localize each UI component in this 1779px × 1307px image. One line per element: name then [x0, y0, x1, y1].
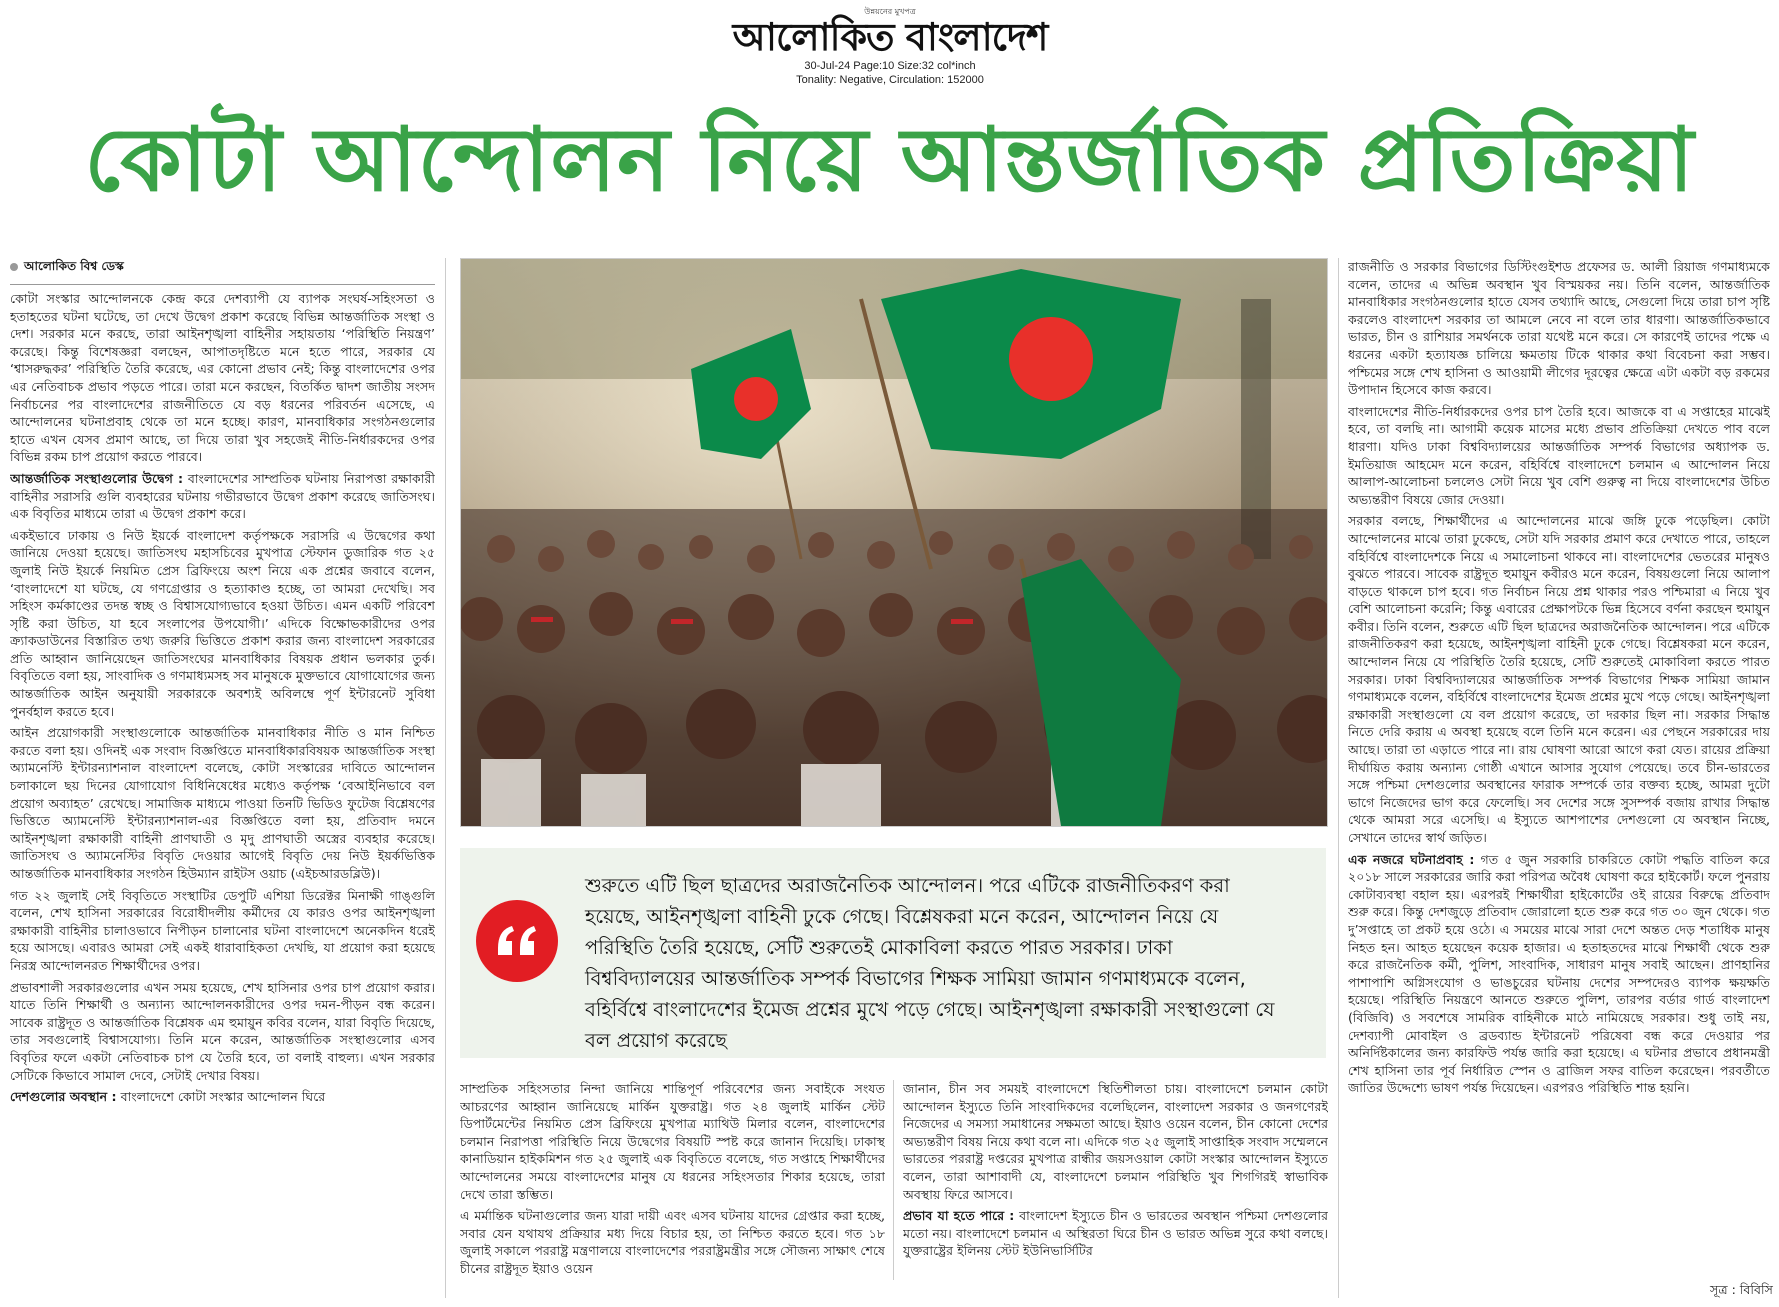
paragraph: প্রভাব যা হতে পারে : বাংলাদেশ ইস্যুতে চীন ও ভারতের অবস্থান পশ্চিমা দেশগুলোর মতো নয়। বাংলাদেশে চলমান এ অস্থিরতা ঘিরে চীন ও ভারত অভিন্ন সুরে কথা বলছে। যুক্তরাষ্ট্রের ইলিনয় স্টেট ইউনিভার্সিটির: [903, 1208, 1328, 1259]
paragraph: এ মর্মান্তিক ঘটনাগুলোর জন্য যারা দায়ী এবং এসব ঘটনায় যাদের গ্রেপ্তার করা হচ্ছে, সবার যেন যথাযথ প্রক্রিয়ার মধ্য দিয়ে বিচার হয়, তা নিশ্চিত করতে হবে। গত ১৮ জুলাই সকালে পররাষ্ট্র মন্ত্রণালয়ে বাংলাদেশের পররাষ্ট্রমন্ত্রীর সঙ্গে সৌজন্য সাক্ষাৎ শেষে চীনের রাষ্ট্রদূত ইয়াও ওয়েন: [460, 1208, 885, 1276]
protest-photo: [460, 258, 1328, 827]
paragraph: একইভাবে ঢাকায় ও নিউ ইয়র্কে বাংলাদেশ কর্তৃপক্ষকে সরাসরি এ উদ্বেগের কথা জানিয়ে দেওয়া হয়েছে। জাতিসংঘ মহাসচিবের মুখপাত্র স্টেফান ডুজারিক গত ২৫ জুলাই নিউ ইয়র্কে নিয়মিত প্রেস ব্রিফিংয়ে অংশ নিয়ে এক প্রশ্নের জবাবে বলেন, ‘বাংলাদেশে যা ঘটছে, যে গণগ্রেপ্তার ও হত্যাকাণ্ড হচ্ছে, তা আমরা দেখেছি। সব সহিংস কর্মকাণ্ডের তদন্ত স্বচ্ছ ও বিশ্বাসযোগ্যভাবে হওয়া উচিত। এমন একটি পরিবেশ সৃষ্টি করা উচিত, যা হবে সংলাপের উপযোগী।’ এদিকে বিক্ষোভকারীদের ওপর ক্র্যাকডাউনের বিস্তারিত তথ্য জরুরি ভিত্তিতে প্রকাশ করার জন্য বাংলাদেশ সরকারের প্রতি আহ্বান জানিয়েছেন জাতিসংঘের মানবাধিকার বিষয়ক প্রধান ভলকার তুর্ক। বিবৃতিতে বলা হয়, সাংবাদিক ও গণমাধ্যমসহ সব মানুষকে মুক্তভাবে যোগাযোগের জন্য আন্তর্জাতিক আইন অনুযায়ী সরকারকে অবশ্যই অবিলম্বে পূর্ণ ইন্টারনেট সুবিধা পুনর্বহাল করতে হবে।: [10, 527, 435, 719]
pull-quote-text: শুরুতে এটি ছিল ছাত্রদের অরাজনৈতিক আন্দোলন। পরে এটিকে রাজনীতিকরণ করা হয়েছে, আইনশৃঙ্খলা বাহিনী ঢুকে গেছে। বিশ্লেষকরা মনে করেন, আন্দোলন নিয়ে যে পরিস্থিতি তৈরি হয়েছে, সেটি শুরুতেই মোকাবিলা করতে পারত সরকার। ঢাকা বিশ্ববিদ্যালয়ের আন্তর্জাতিক সম্পর্ক বিভাগের শিক্ষক সামিয়া জামান গণমাধ্যমকে বলেন, বহির্বিশ্বে বাংলাদেশের ইমেজ প্রশ্নের মুখে পড়ে গেছে। আইনশৃঙ্খলা রক্ষাকারী সংস্থাগুলো যে বল প্রয়োগ করেছে: [585, 874, 1275, 1052]
paragraph: সরকার বলছে, শিক্ষার্থীদের এ আন্দোলনের মাঝে জঙ্গি ঢুকে পড়েছিল। কোটা আন্দোলনের মাঝে তারা ঢুকেছে, সেটা যদি সরকার প্রমাণ করে দেখাতে পারে, তাহলে বহির্বিশ্বে বাংলাদেশকে নিয়ে এ সমালোচনা থাকবে না। বাংলাদেশের ভেতরের মানুষও বুঝতে পারবে। সাবেক রাষ্ট্রদূত হুমায়ুন কবীরও মনে করেন, বিষয়গুলো নিয়ে আলাপ বাড়তে থাকলে চাপ হবে। গত নির্বাচন নিয়ে প্রশ্ন থাকার পরও পশ্চিমারা এ নিয়ে খুব বেশি আলোচনা করেনি; কিন্তু এবারের প্রেক্ষাপটকে ভিন্ন হিসেবে বর্ণনা করছেন হুমায়ুন কবীর। তিনি বলেন, শুরুতে এটি ছিল ছাত্রদের অরাজনৈতিক আন্দোলন। পরে এটিকে রাজনীতিকরণ করা হয়েছে, আইনশৃঙ্খলা বাহিনী ঢুকে গেছে। বিশ্লেষকরা মনে করেন, আন্দোলন নিয়ে যে পরিস্থিতি তৈরি হয়েছে, সেটি শুরুতেই মোকাবিলা করতে পারত সরকার। ঢাকা বিশ্ববিদ্যালয়ের আন্তর্জাতিক সম্পর্ক বিভাগের শিক্ষক সামিয়া জামান গণমাধ্যমকে বলেন, বহির্বিশ্বে বাংলাদেশের ইমেজ প্রশ্নের মুখে পড়ে গেছে। আইনশৃঙ্খলা রক্ষাকারী সংস্থাগুলো যে বল প্রয়োগ করেছে, তা দরকার ছিল না। সরকার সিদ্ধান্ত নিতে দেরি করায় এ অবস্থা হয়েছে বলে তিনি মনে করেন। এর পেছনে সরকারের দায় আছে। তারা তা এড়াতে পারে না। রায় ঘোষণা আরো আগে করা যেত। রায়ের প্রক্রিয়া দীর্ঘায়িত করায় অন্যান্য গোষ্ঠী এখানে আসার সুযোগ পেয়েছে। তবে চীন-ভারতের সঙ্গে পশ্চিমা দেশগুলোর অবস্থানের ফারাক সম্পর্কে তার বক্তব্য হচ্ছে, আমরা দুটো ভাগে নিজেদের ভাগ করে ফেলেছি। সব দেশের সঙ্গে সুসম্পর্ক বজায় রাখার সিদ্ধান্ত থেকে আমরা সরে এসেছি। এ ইস্যুতে আশপাশের দেশগুলো যে অবস্থান নিচ্ছে, সেখানে তাদের স্বার্থ জড়িত।: [1348, 513, 1770, 845]
paragraph: কোটা সংস্কার আন্দোলনকে কেন্দ্র করে দেশব্যাপী যে ব্যাপক সংঘর্ষ-সহিংসতা ও হতাহতের ঘটনা ঘটেছে, তা দেখে উদ্বেগ প্রকাশ করেছে বিভিন্ন আন্তর্জাতিক সংস্থা ও দেশ। সরকার মনে করছে, তারা আইনশৃঙ্খলা বাহিনীর সহায়তায় ‘পরিস্থিতি নিয়ন্ত্রণ’ করেছে। কিন্তু বিশেষজ্ঞরা বলছেন, আপাতদৃষ্টিতে মনে হতে পারে, সরকার যে ‘শ্বাসরুদ্ধকর’ পরিস্থিতি তৈরি করেছে, এর কোনো প্রভাব নেই; কিন্তু বাংলাদেশের ওপর এর নেতিবাচক প্রভাব পড়তে পারে। তারা মনে করছেন, বিতর্কিত দ্বাদশ জাতীয় সংসদ নির্বাচনের পর বাংলাদেশের রাজনীতিতে যে বড় ধরনের পরিবর্তন এসেছে, এ আন্দোলনের ঘটনাপ্রবাহ থেকে তা মনে হচ্ছে। কারণ, মানবাধিকার সংগঠনগুলোর হাতে এখন যেসব প্রমাণ আছে, তা দিয়ে তারা খুব সহজেই নীতি-নির্ধারকদের ওপর বিভিন্ন রকম চাপ প্রয়োগ করতে পারবে।: [10, 291, 435, 465]
paragraph: আন্তর্জাতিক সংস্থাগুলোর উদ্বেগ : বাংলাদেশের সাম্প্রতিক ঘটনায় নিরাপত্তা রক্ষাকারী বাহিনীর সরাসরি গুলি ব্যবহারের ঘটনায় গভীরভাবে উদ্বেগ প্রকাশ করেছে জাতিসংঘ। এক বিবৃতির মাধ্যমে তারা এ উদ্বেগ প্রকাশ করে।: [10, 470, 435, 522]
page-headline: কোটা আন্দোলন নিয়ে আন্তর্জাতিক প্রতিক্রিয়া: [84, 108, 1695, 211]
paragraph: জানান, চীন সব সময়ই বাংলাদেশে স্থিতিশীলতা চায়। বাংলাদেশে চলমান কোটা আন্দোলন ইস্যুতে তিনি সাংবাদিকদের বলেছিলেন, বাংলাদেশ সরকার ও জনগণেরই নিজেদের এ সমস্যা সমাধানের সক্ষমতা আছে। ইয়াও ওয়েন বলেন, চীন কোনো দেশের অভ্যন্তরীণ বিষয় নিয়ে কথা বলে না। এদিকে গত ২৫ জুলাই সাপ্তাহিক সংবাদ সম্মেলনে ভারতের পররাষ্ট্র দপ্তরের মুখপাত্র রান্ধীর জয়সওয়াল কোটা সংস্কার আন্দোলন ইস্যুতে বলেন, তারা আশাবাদী যে, বাংলাদেশে চলমান পরিস্থিতি খুব শিগগিরই স্বাভাবিক অবস্থায় ফিরে আসবে।: [903, 1081, 1328, 1202]
article-column-3-bottom: [903, 1080, 1328, 1280]
paragraph: প্রভাবশালী সরকারগুলোর এখন সময় হয়েছে, শেখ হাসিনার ওপর চাপ প্রয়োগ করার। যাতে তিনি শিক্ষার্থী ও অন্যান্য আন্দোলনকারীদের ওপর দমন-পীড়ন বন্ধ করেন। সাবেক রাষ্ট্রদূত ও আন্তর্জাতিক বিশ্লেষক এম হুমায়ুন কবির বলেন, যারা বিবৃতি দিয়েছে, তার সবগুলোই বিশ্বাসযোগ্য। তিনি মনে করেন, আন্তর্জাতিক সংস্থাগুলোর এসব বিবৃতির ফলে একটা নেতিবাচক চাপ যে তৈরি হবে, তা বলাই বাহুল্য। এখন সরকার সেটিকে কিভাবে সামাল দেবে, সেটাই দেখার বিষয়।: [10, 979, 435, 1083]
paragraph: গত ২২ জুলাই সেই বিবৃতিতে সংস্থাটির ডেপুটি এশিয়া ডিরেক্টর মিনাক্ষী গাঙ্গুলি বলেন, শেখ হাসিনা সরকারের বিরোধীদলীয় কর্মীদের যে কারও ওপর আইনশৃঙ্খলা রক্ষাকারী বাহিনীর চালাওভাবে নিপীড়ন চালানোর ঘটনা বাংলাদেশে অনেকদিন ধরেই হয়ে আসছে। এবারও আমরা সেই একই ধারাবাহিকতা দেখছি, যা প্রয়োগ করা হয়েছে নিরস্ত্র আন্দোলনরত শিক্ষার্থীদের ওপর।: [10, 887, 435, 973]
clip-meta-line-1: 30-Jul-24 Page:10 Size:32 col*inch: [804, 60, 976, 72]
quote-mark-icon: [476, 900, 558, 982]
paragraph: আইন প্রয়োগকারী সংস্থাগুলোকে আন্তর্জাতিক মানবাধিকার নীতি ও মান নিশ্চিত করতে বলা হয়। ওদিনই এক সংবাদ বিজ্ঞপ্তিতে মানবাধিকারবিষয়ক আন্তর্জাতিক সংস্থা অ্যামনেস্টি ইন্টারন্যাশনাল বাংলাদেশ বলেছে, কোটা সংস্কারের দাবিতে আন্দোলন চলাকালে ছয় দিনের যোগাযোগ বিধিনিষেধের মধ্যেও কর্তৃপক্ষ ‘বেআইনিভাবে বল প্রয়োগ অব্যাহত’ রেখেছে। সামাজিক মাধ্যমে পাওয়া তিনটি ভিডিও ফুটেজ বিশ্লেষণের ভিত্তিতে অ্যামনেস্টি ইন্টারন্যাশনাল-এর বিজ্ঞপ্তিতে বলা হয়, প্রতিবাদ দমনে আইনশৃঙ্খলা রক্ষাকারী বাহিনী প্রাণঘাতী ও মৃদু প্রাণঘাতী অস্ত্রের ব্যবহার করেছে। জাতিসংঘ ও অ্যামনেস্টির বিবৃতি দেওয়ার আগেই বিবৃতি দেয় নিউ ইয়র্কভিত্তিক আন্তর্জাতিক মানবাধিকার সংগঠন হিউম্যান রাইটস ওয়াচ (এইচআরডব্লিউ)।: [10, 725, 435, 881]
paragraph: সাম্প্রতিক সহিংসতার নিন্দা জানিয়ে শান্তিপূর্ণ পরিবেশের জন্য সবাইকে সংযত আচরণের আহ্বান জানিয়েছে মার্কিন যুক্তরাষ্ট্র। গত ২৪ জুলাই মার্কিন স্টেট ডিপার্টমেন্টের নিয়মিত প্রেস ব্রিফিংয়ে মুখপাত্র ম্যাথিউ মিলার বলেন, বাংলাদেশের চলমান নিরাপত্তা পরিস্থিতি নিয়ে উদ্বেগের বিষয়টি স্পষ্ট করে জানান দিয়েছি। ঢাকাস্থ কানাডিয়ান হাইকমিশন গত ২৫ জুলাই এক বিবৃতিতে বলেছে, গত সপ্তাহে শিক্ষার্থীদের আন্দোলনের সময়ে বাংলাদেশের মানুষ যে ধরনের সহিংসতার শিকার হয়েছে, তারা দেখে তারা স্তম্ভিত।: [460, 1081, 885, 1202]
column-divider: [1338, 258, 1339, 1298]
byline-bullet-icon: [10, 263, 18, 271]
byline: [10, 258, 435, 285]
paragraph: রাজনীতি ও সরকার বিভাগের ডিস্টিংগুইশড প্রফেসর ড. আলী রিয়াজ গণমাধ্যমকে বলেন, তাদের এ অভিন্ন অবস্থান খুব বিস্ময়কর নয়। তিনি বলেন, আন্তর্জাতিক মানবাধিকার সংগঠনগুলোর হাতে যেসব তথ্যাদি আছে, সেগুলো দিয়ে তারা চাপ সৃষ্টি করলেও বাংলাদেশ সরকার তা আমলে নেবে না বলে তার ধারণা। আন্তর্জাতিকভাবে ভারত, চীন ও রাশিয়ার সমর্থনকে তারা যথেষ্ট মনে করে। সে কারণেই তাদের পক্ষে এ ধরনের একটা হত্যাযজ্ঞ চালিয়ে ক্ষমতায় টিকে থাকার কথা বিবেচনা করা সম্ভব। পশ্চিমের সঙ্গে শেখ হাসিনা ও আওয়ামী লীগের দূরত্বের ক্ষেত্রে এটা একটা বড় রকমের উপাদান হিসেবে কাজ করবে।: [1348, 259, 1770, 398]
article-column-4: [1348, 258, 1770, 1278]
column-divider: [893, 1080, 894, 1280]
masthead: [700, 6, 1080, 87]
source-credit: সূত্র : বিবিসি: [1710, 1282, 1773, 1297]
article-column-1: [10, 290, 435, 1280]
paragraph: দেশগুলোর অবস্থান : বাংলাদেশে কোটা সংস্কার আন্দোলন ঘিরে: [10, 1089, 326, 1105]
newspaper-logo: আলোকিত বাংলাদেশ: [732, 14, 1048, 59]
column-divider: [445, 258, 446, 1298]
clip-meta-line-2: Tonality: Negative, Circulation: 152000: [796, 74, 984, 86]
masthead-tagline: উন্নয়নের মুখপত্র: [864, 7, 916, 16]
protest-crowd-with-flags-image: [461, 259, 1327, 826]
pull-quote-box: [460, 848, 1326, 1058]
byline-text: আলোকিত বিশ্ব ডেস্ক: [24, 259, 124, 273]
paragraph: বাংলাদেশের নীতি-নির্ধারকদের ওপর চাপ তৈরি হবে। আজকে বা এ সপ্তাহের মাঝেই হবে, তা বলছি না। আগামী কয়েক মাসের মধ্যে প্রভাব প্রতিক্রিয়া দেখতে পাব বলে ধারণা। যদিও ঢাকা বিশ্ববিদ্যালয়ের আন্তর্জাতিক সম্পর্ক বিভাগের অধ্যাপক ড. ইমতিয়াজ আহমেদ মনে করেন, বহির্বিশ্বে বাংলাদেশে চলমান এ আন্দোলন নিয়ে আলাপ-আলোচনা চললেও সেটা নিয়ে খুব বেশি গুরুত্ব না দিয়ে বাংলাদেশের উচিত অভ্যন্তরীণ বিষয়ে জোর দেওয়া।: [1348, 403, 1770, 507]
paragraph: এক নজরে ঘটনাপ্রবাহ : গত ৫ জুন সরকারি চাকরিতে কোটা পদ্ধতি বাতিল করে ২০১৮ সালে সরকারের জারি করা পরিপত্র অবৈধ ঘোষণা করে হাইকোর্ট। ফলে পুনরায় কোটাব্যবস্থা বহাল হয়। এরপরই শিক্ষার্থীরা হাইকোর্টের ওই রায়ের বিরুদ্ধে প্রতিবাদ শুরু করে। কিন্তু দেশজুড়ে প্রতিবাদ জোরালো হতে শুরু করে গত ৩০ জুন থেকে। গত দু’সপ্তাহে তা প্রকট হয়ে ওঠে। এ সময়ের মাঝে সারা দেশে অন্তত দেড় শতাধিক মানুষ নিহত হন। আহত হয়েছেন কয়েক হাজার। এ হতাহতদের মাঝে শিক্ষার্থী থেকে শুরু করে রাজনৈতিক কর্মী, পুলিশ, সাংবাদিক, সাধারণ মানুষ সবাই আছেন। প্রাণহানির পাশাপাশি অগ্নিসংযোগ ও ভাঙচুরের ঘটনায় দেশের সম্পদেরও ব্যাপক ক্ষয়ক্ষতি হয়েছে। পরিস্থিতি নিয়ন্ত্রণে আনতে শুরুতে পুলিশ, তারপর বর্ডার গার্ড বাংলাদেশ (বিজিবি) ও সবশেষে সামরিক বাহিনীকে মাঠে নামিয়েছে সরকার। শুধু তাই নয়, দেশব্যাপী মোবাইল ও ব্রডব্যান্ড ইন্টারনেট পরিষেবা বন্ধ করে দেওয়ার পর অনির্দিষ্টকালের জন্য কারফিউ পর্যন্ত জারি করা হয়েছে। এ ঘটনার প্রভাবে প্রধানমন্ত্রী শেখ হাসিনা তার পূর্ব নির্ধারিত স্পেন ও ব্রাজিল সফর বাতিল করেছেন। পরবর্তীতে জাতির উদ্দেশ্যে ভাষণ পর্যন্ত দিয়েছেন। এরপরও পরিস্থিতি শান্ত হয়নি।: [1348, 851, 1770, 1096]
article-column-2-bottom: [460, 1080, 885, 1280]
